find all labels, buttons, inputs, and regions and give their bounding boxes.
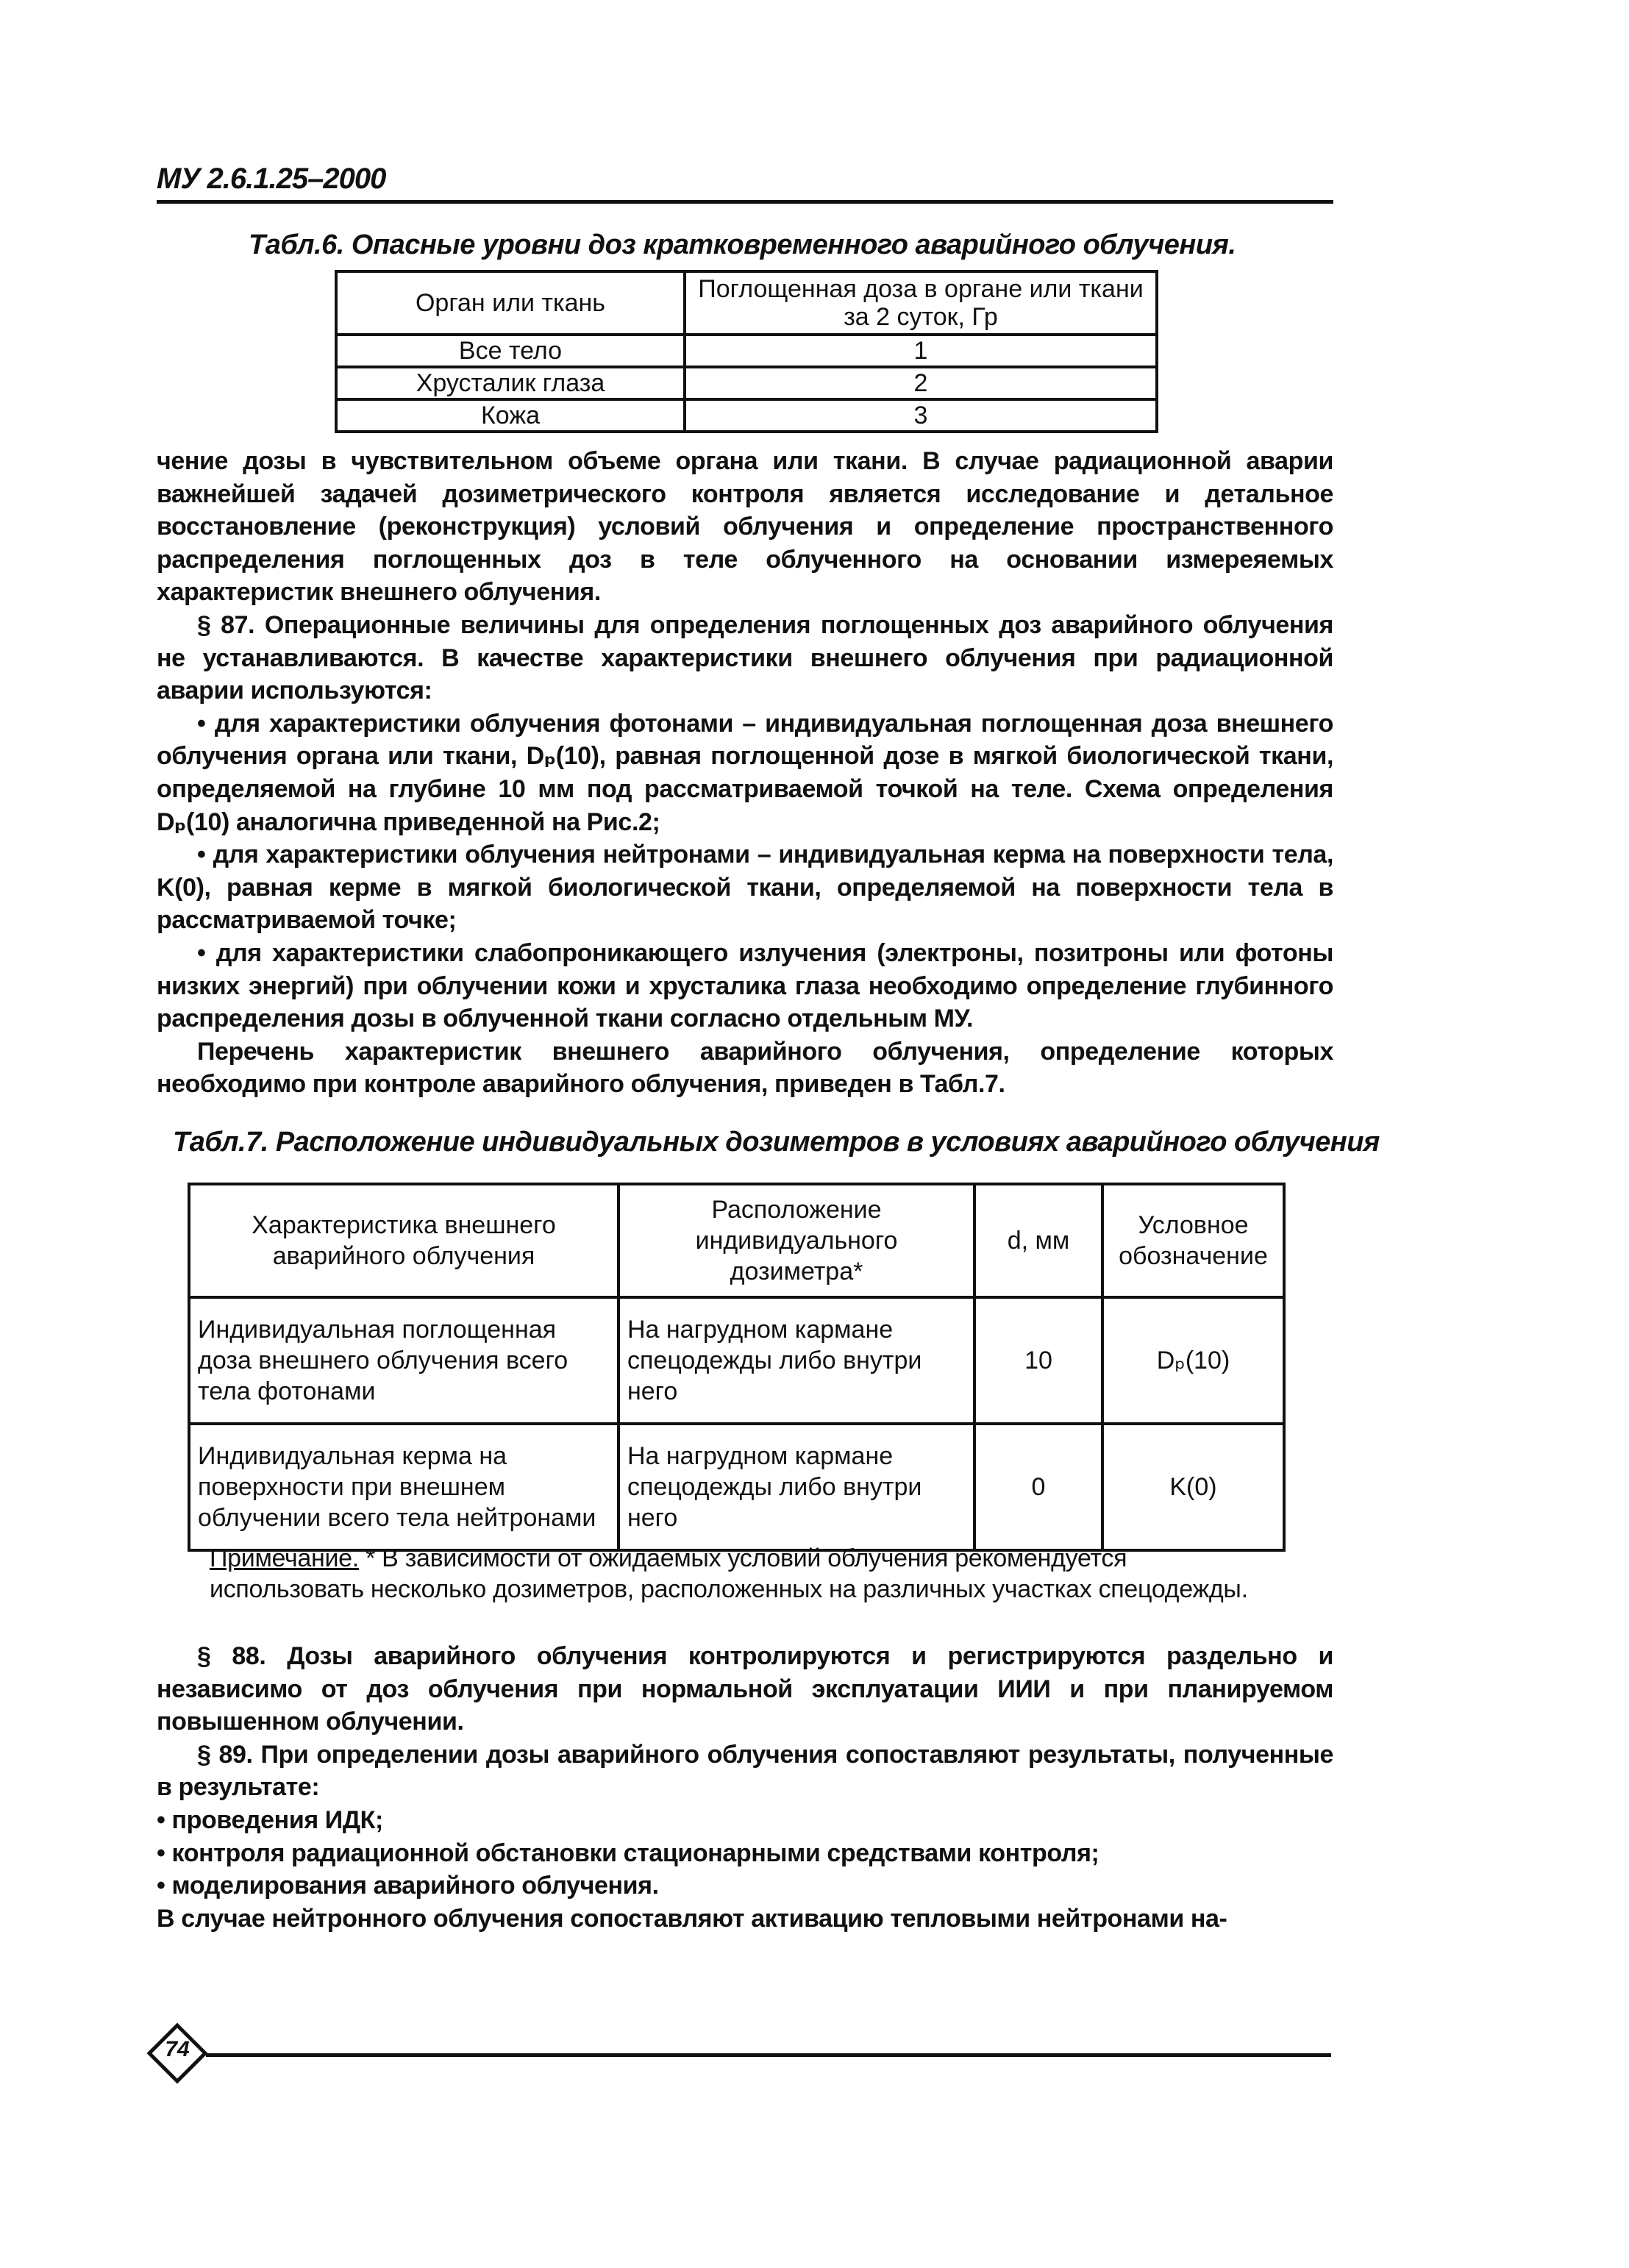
body-text-section-1 (157, 445, 1333, 1101)
table7-cell: 0 (974, 1424, 1102, 1550)
table7-cell: Индивидуальная керма на поверхности при внешнем облучении всего тела нейтронами (189, 1424, 619, 1550)
table6-cell: Кожа (336, 399, 685, 432)
table-row (336, 335, 1157, 367)
table-row (189, 1297, 1284, 1424)
bullet-item: • моделирования аварийного облучения. (157, 1872, 659, 1900)
table7-cell: На нагрудном кармане спецодежды либо внутри него (619, 1424, 974, 1550)
note-label: Примечание. (210, 1544, 359, 1572)
paragraph: Перечень характеристик внешнего аварийного облучения, определение которых необходимо при контроле аварийного облучения, приведен в Табл.7. (157, 1037, 1333, 1099)
table-row (336, 367, 1157, 399)
table-row (336, 399, 1157, 432)
table7-header-characteristic: Характеристика внешнего аварийного облучения (189, 1184, 619, 1297)
table7-cell: K(0) (1102, 1424, 1284, 1550)
table6-cell: 3 (685, 399, 1157, 432)
bullet-item: • для характеристики слабопроникающего излучения (электроны, позитроны или фотоны низких энергий) при облучении кожи и хрусталика глаза необходимо определение глубинного распределения дозы в облученной ткани согласно отдельным МУ. (157, 938, 1333, 1033)
bullet-item: • проведения ИДК; (157, 1805, 383, 1834)
footer-rule (206, 2053, 1331, 2057)
table7-caption: Табл.7. Расположение индивидуальных дозиметров в условиях аварийного облучения (173, 1127, 1380, 1158)
table7-header-depth: d, мм (974, 1184, 1102, 1297)
table-header-row (336, 271, 1157, 335)
table6-cell: Хрусталик глаза (336, 367, 685, 399)
paragraph: В случае нейтронного облучения сопоставляют активацию тепловыми нейтронами на- (157, 1904, 1227, 1933)
table6-caption: Табл.6. Опасные уровни доз кратковременного аварийного облучения. (249, 229, 1236, 260)
table-header-row (189, 1184, 1284, 1297)
table6-cell: Все тело (336, 335, 685, 367)
note-text: * В зависимости от ожидаемых условий облучения рекомендуется использовать несколько дозиметров, расположенных на различных участках спецодежды. (210, 1544, 1248, 1603)
paragraph: чение дозы в чувствительном объеме органа или ткани. В случае радиационной аварии важнейшей задачей дозиметрического контроля является исследование и детальное восстановление (реконструкция) условий облучения и определение пространственного распределения поглощенных доз в теле облученного на основании измереяемых характеристик внешнего облучения. (157, 447, 1333, 607)
paragraph-88: § 88. Дозы аварийного облучения контролируются и регистрируются раздельно и независимо от доз облучения при нормальной эксплуатации ИИИ и при планируемом повышенном облучении. (157, 1642, 1333, 1736)
table-6 (335, 270, 1158, 433)
document-id: МУ 2.6.1.25–2000 (157, 163, 386, 195)
paragraph-89: § 89. При определении дозы аварийного облучения сопоставляют результаты, полученные в результате: (157, 1740, 1333, 1802)
paragraph-87: § 87. Операционные величины для определения поглощенных доз аварийного облучения не устанавливаются. В качестве характеристики внешнего облучения при радиационной аварии используются: (157, 610, 1333, 705)
table6-cell: 2 (685, 367, 1157, 399)
bullet-item: • контроля радиационной обстановки стационарными средствами контроля; (157, 1839, 1099, 1867)
bullet-item: • для характеристики облучения фотонами – индивидуальная поглощенная доза внешнего облучения органа или ткани, Dₚ(10), равная поглощенной дозе в мягкой биологической ткани, определяемой на глубине 10 мм под рассматриваемой точкой на теле. Схема определения Dₚ(10) аналогична приведенной на Рис.2; (157, 709, 1333, 836)
table7-note (210, 1543, 1269, 1605)
table6-header-organ: Орган или ткань (336, 271, 685, 335)
header-rule (157, 200, 1333, 204)
bullet-item: • для характеристики облучения нейтронами – индивидуальная керма на поверхности тела, K(0), равная керме в мягкой биологической ткани, определяемой на поверхности тела в рассматриваемой точке; (157, 841, 1333, 935)
page-number: 74 (165, 2037, 190, 2061)
table-7 (188, 1183, 1286, 1552)
body-text-section-2 (157, 1640, 1333, 1935)
table7-cell: Dₚ(10) (1102, 1297, 1284, 1424)
table-row (189, 1424, 1284, 1550)
table7-header-symbol: Условное обозначение (1102, 1184, 1284, 1297)
table7-header-location: Расположение индивидуального дозиметра* (619, 1184, 974, 1297)
table6-header-dose: Поглощенная доза в органе или ткани за 2 суток, Гр (685, 271, 1157, 335)
table7-cell: Индивидуальная поглощенная доза внешнего облучения всего тела фотонами (189, 1297, 619, 1424)
table7-cell: 10 (974, 1297, 1102, 1424)
table6-cell: 1 (685, 335, 1157, 367)
table7-cell: На нагрудном кармане спецодежды либо внутри него (619, 1297, 974, 1424)
